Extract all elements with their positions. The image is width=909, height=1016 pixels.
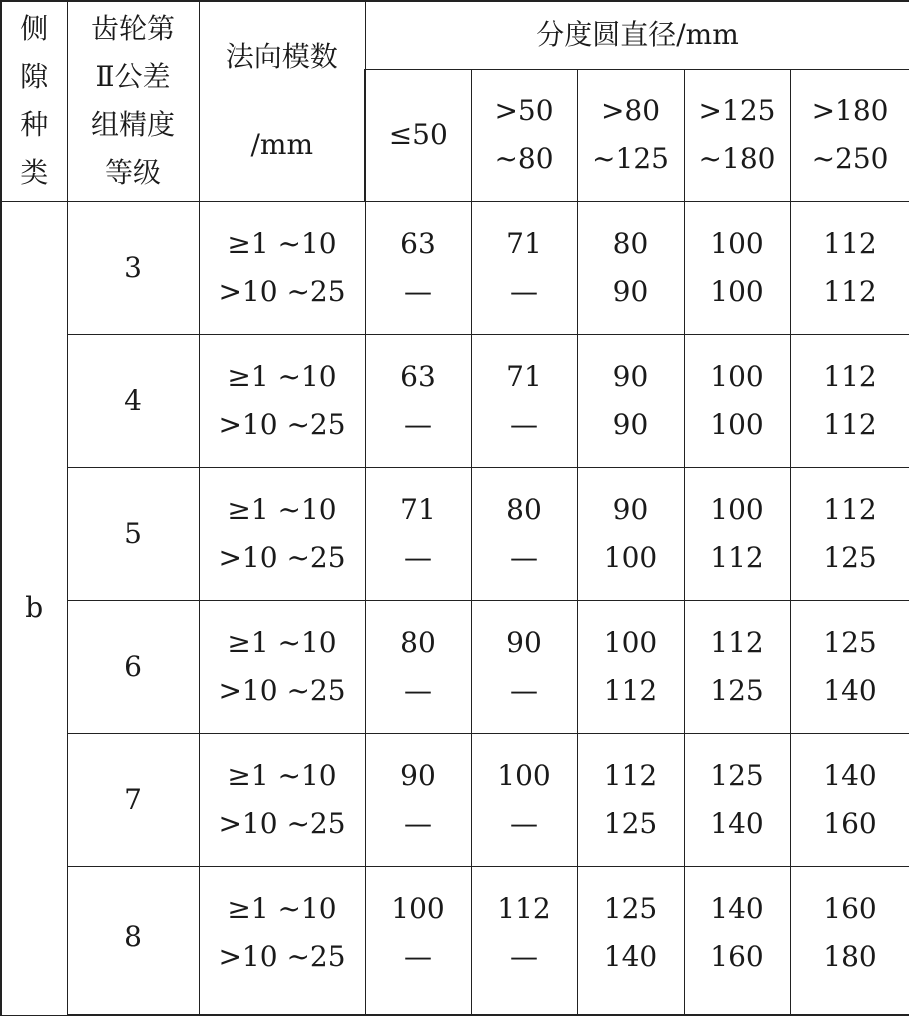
tolerance-value: 112 [472, 885, 577, 933]
header-kind-char: 侧 [2, 5, 67, 53]
tolerance-value: 100 [366, 885, 471, 933]
table-row [1, 600, 909, 733]
tolerance-value: 71 [472, 220, 577, 268]
tolerance-value: 100 [472, 752, 577, 800]
table-row [1, 334, 909, 467]
value-cell [684, 733, 790, 866]
modulus-range: ≥1 ~10 [200, 619, 365, 667]
header-modulus [199, 1, 365, 201]
header-kind-char: 隙 [2, 53, 67, 101]
value-cell [684, 334, 790, 467]
header-modulus-title: 法向模数 [200, 37, 365, 77]
grade-cell: 6 [67, 600, 199, 733]
modulus-range: ≥1 ~10 [200, 220, 365, 268]
modulus-cell [199, 866, 365, 1015]
tolerance-value: 90 [578, 486, 684, 534]
tolerance-value: 140 [791, 667, 909, 715]
modulus-range: >10 ~25 [200, 534, 365, 582]
value-cell [577, 467, 684, 600]
tolerance-value: — [472, 534, 577, 582]
grade-cell: 5 [67, 467, 199, 600]
tolerance-value: 112 [791, 486, 909, 534]
value-cell [365, 866, 471, 1015]
grade-cell: 3 [67, 201, 199, 334]
modulus-range: ≥1 ~10 [200, 885, 365, 933]
modulus-cell [199, 600, 365, 733]
tolerance-value: 80 [366, 619, 471, 667]
value-cell [365, 201, 471, 334]
table-row [1, 866, 909, 1015]
table-row [1, 467, 909, 600]
modulus-cell [199, 733, 365, 866]
tolerance-value: 160 [791, 800, 909, 848]
value-cell [471, 600, 577, 733]
value-cell [471, 334, 577, 467]
header-grade-line: 组精度 [68, 101, 199, 149]
tolerance-value: 140 [685, 885, 790, 933]
tolerance-value: — [366, 268, 471, 316]
tolerance-value: — [366, 933, 471, 981]
tolerance-value: 112 [578, 752, 684, 800]
tolerance-value: 90 [578, 268, 684, 316]
table-row [1, 733, 909, 866]
value-cell [790, 866, 909, 1015]
tolerance-value: — [366, 800, 471, 848]
value-cell [471, 201, 577, 334]
modulus-range: ≥1 ~10 [200, 353, 365, 401]
header-kind [1, 1, 67, 201]
tolerance-value: 140 [685, 800, 790, 848]
tolerance-value: — [366, 667, 471, 715]
modulus-range: >10 ~25 [200, 401, 365, 449]
tolerance-value: 63 [366, 220, 471, 268]
value-cell [577, 600, 684, 733]
value-cell [790, 600, 909, 733]
modulus-range: >10 ~25 [200, 268, 365, 316]
header-grade [67, 1, 199, 201]
tolerance-value: — [472, 800, 577, 848]
tolerance-value: 112 [578, 667, 684, 715]
tolerance-value: 80 [578, 220, 684, 268]
header-grade-line: 等级 [68, 149, 199, 197]
value-cell [684, 866, 790, 1015]
modulus-range: ≥1 ~10 [200, 752, 365, 800]
tolerance-value: 90 [578, 401, 684, 449]
value-cell [365, 733, 471, 866]
header-diameter-range: >80 ~125 [577, 69, 684, 201]
header-kind-char: 类 [2, 149, 67, 197]
value-cell [577, 866, 684, 1015]
modulus-range: ≥1 ~10 [200, 486, 365, 534]
tolerance-value: — [366, 534, 471, 582]
modulus-range: >10 ~25 [200, 933, 365, 981]
tolerance-value: 180 [791, 933, 909, 981]
value-cell [684, 600, 790, 733]
tolerance-value: 160 [791, 885, 909, 933]
tolerance-value: 112 [685, 534, 790, 582]
tolerance-value: 100 [685, 486, 790, 534]
tolerance-value: 112 [791, 268, 909, 316]
tolerance-value: 112 [791, 401, 909, 449]
tolerance-value: 140 [791, 752, 909, 800]
tolerance-value: 71 [472, 353, 577, 401]
tolerance-value: — [472, 268, 577, 316]
header-diameter-range: >50 ~80 [471, 69, 577, 201]
tolerance-value: 112 [685, 619, 790, 667]
value-cell [790, 334, 909, 467]
tolerance-value: 112 [791, 353, 909, 401]
grade-cell: 4 [67, 334, 199, 467]
value-cell [790, 467, 909, 600]
tolerance-value: 90 [366, 752, 471, 800]
value-cell [790, 733, 909, 866]
tolerance-value: — [472, 933, 577, 981]
header-diameter-range: ≤50 [365, 69, 471, 201]
tolerance-value: 125 [578, 800, 684, 848]
value-cell [365, 467, 471, 600]
tolerance-value: 125 [578, 885, 684, 933]
header-row-1 [1, 1, 909, 69]
value-cell [577, 334, 684, 467]
tolerance-value: 125 [685, 667, 790, 715]
value-cell [471, 467, 577, 600]
value-cell [684, 201, 790, 334]
modulus-range: >10 ~25 [200, 800, 365, 848]
tolerance-value: 125 [791, 534, 909, 582]
tolerance-value: 100 [685, 220, 790, 268]
value-cell [365, 600, 471, 733]
header-grade-line: 齿轮第 [68, 5, 199, 53]
modulus-range: >10 ~25 [200, 667, 365, 715]
modulus-cell [199, 201, 365, 334]
tolerance-value: 63 [366, 353, 471, 401]
tolerance-value: 125 [685, 752, 790, 800]
header-diameter-range: >125 ~180 [684, 69, 790, 201]
tolerance-value: 90 [472, 619, 577, 667]
tolerance-value: — [472, 667, 577, 715]
tolerance-value: 80 [472, 486, 577, 534]
value-cell [577, 733, 684, 866]
value-cell [365, 334, 471, 467]
value-cell [577, 201, 684, 334]
tolerance-value: 100 [578, 534, 684, 582]
value-cell [471, 866, 577, 1015]
kind-cell: b [1, 201, 67, 1015]
tolerance-value: 112 [791, 220, 909, 268]
value-cell [684, 467, 790, 600]
tolerance-value: 71 [366, 486, 471, 534]
modulus-cell [199, 467, 365, 600]
tolerance-value: 160 [685, 933, 790, 981]
tolerance-value: 90 [578, 353, 684, 401]
grade-cell: 8 [67, 866, 199, 1015]
tolerance-value: — [472, 401, 577, 449]
table-row [1, 201, 909, 334]
value-cell [790, 201, 909, 334]
tolerance-value: — [366, 401, 471, 449]
header-diameter-group: 分度圆直径/mm [365, 1, 909, 69]
grade-cell: 7 [67, 733, 199, 866]
header-kind-char: 种 [2, 101, 67, 149]
value-cell [471, 733, 577, 866]
tolerance-value: 140 [578, 933, 684, 981]
tolerance-value: 100 [578, 619, 684, 667]
tolerance-value: 100 [685, 353, 790, 401]
table-body [1, 201, 909, 1015]
tolerance-value: 100 [685, 401, 790, 449]
tolerance-value: 125 [791, 619, 909, 667]
header-diameter-range: >180 ~250 [790, 69, 909, 201]
tolerance-value: 100 [685, 268, 790, 316]
header-grade-line: Ⅱ公差 [68, 53, 199, 101]
header-modulus-unit: /mm [200, 125, 365, 165]
modulus-cell [199, 334, 365, 467]
